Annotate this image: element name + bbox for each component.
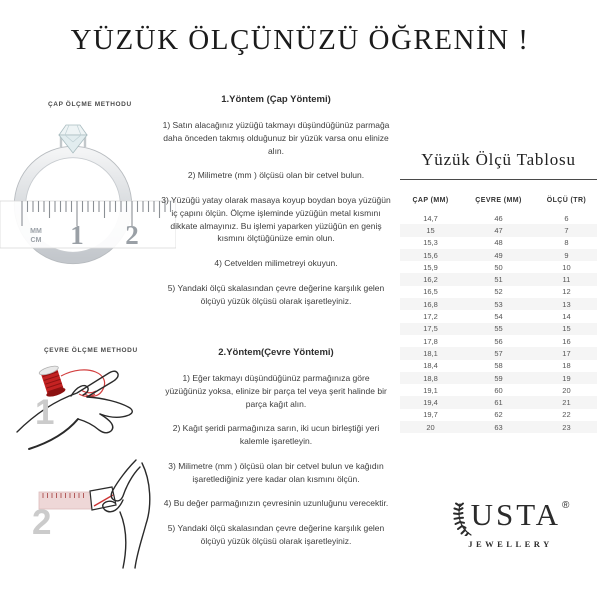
table-row [400, 372, 597, 384]
table-cell: 11 [562, 275, 571, 285]
column-header-cap: ÇAP (MM) [412, 197, 449, 204]
thread-icon [61, 370, 105, 397]
table-cell: 8 [564, 238, 569, 248]
table-cell: 20 [426, 422, 435, 432]
table-row [400, 261, 597, 273]
hand-thread-illustration [15, 360, 165, 458]
table-cell: 52 [494, 287, 503, 297]
table-row [400, 335, 597, 347]
column-header-olcu: ÖLÇÜ (TR) [546, 197, 587, 204]
table-cell: 18,4 [423, 361, 438, 371]
brand-logo [438, 498, 583, 549]
pinching-hand-icon [103, 460, 150, 568]
table-row [400, 298, 597, 310]
method-1-step: 4) Cetvelden milimetreyi okuyun. [214, 258, 338, 268]
table-cell: 59 [494, 373, 503, 383]
size-table-title: Yüzük Ölçü Tablosu [421, 150, 576, 169]
table-row [400, 323, 597, 335]
size-table [400, 192, 597, 433]
table-cell: 17,2 [423, 312, 438, 322]
table-cell: 19,4 [423, 398, 438, 408]
method-2-step: 4) Bu değer parmağınızın çevresinin uzunluğunu verecektir. [163, 498, 389, 509]
table-cell: 61 [494, 398, 503, 408]
table-cell: 22 [562, 410, 571, 420]
table-row [400, 212, 597, 224]
method-2-step: 2) Kağıt şeridi parmağınıza sarın, iki ucun birleştiği yeri kalemle işaretleyin. [172, 423, 380, 446]
table-cell: 17,8 [423, 336, 438, 346]
brand-name: USTA [470, 497, 562, 532]
table-cell: 19 [562, 373, 571, 383]
table-cell: 58 [494, 361, 503, 371]
table-cell: 14 [562, 312, 571, 322]
ruler-unit-cm: CM [30, 237, 42, 244]
table-cell: 47 [494, 225, 503, 235]
method-1-section [161, 94, 391, 319]
ruler-icon [0, 201, 176, 250]
step-2-numeral: 2 [32, 503, 52, 542]
method-1-step: 2) Milimetre (mm ) ölçüsü olan bir cetvel bulun. [187, 170, 365, 181]
table-divider [400, 179, 597, 180]
table-cell: 56 [494, 336, 503, 346]
method-1-step: 3) Yüzüğü yatay olarak masaya koyup boydan boya yüzüğün iç çapını ölçün. Ölçme işleminde yüzüğün metal kısmını dikkate almayınız. Bu işlemi yaparken yüzüğün en geniş kısmını ölçtüğünüze emin olun. [161, 195, 391, 244]
size-table-header [400, 192, 597, 209]
table-cell: 18 [562, 361, 571, 371]
table-cell: 15,9 [423, 262, 438, 272]
method-1-step: 1) Satın alacağınız yüzüğü takmayı düşündüğünüz parmağa daha önceden takmış olduğunuz bir yüzük varsa onu elinize alın. [162, 120, 390, 156]
table-cell: 16,8 [423, 299, 438, 309]
table-row [400, 347, 597, 359]
table-row [400, 273, 597, 285]
table-cell: 19,1 [423, 385, 438, 395]
table-cell: 13 [562, 299, 571, 309]
table-cell: 9 [564, 250, 569, 260]
table-cell: 15 [426, 225, 435, 235]
table-row [400, 249, 597, 261]
table-cell: 17,5 [423, 324, 438, 334]
table-cell: 17 [562, 348, 571, 358]
table-cell: 60 [494, 385, 503, 395]
hand-strip-illustration [15, 458, 165, 570]
table-cell: 6 [564, 213, 569, 223]
ring-ruler-illustration [0, 113, 176, 268]
page-title: YÜZÜK ÖLÇÜNÜZÜ ÖĞRENİN ! [70, 24, 530, 56]
method-1-heading: 1.Yöntem (Çap Yöntemi) [221, 94, 331, 105]
table-cell: 15,6 [423, 250, 438, 260]
ruler-number-2: 2 [125, 220, 139, 250]
table-row [400, 384, 597, 396]
table-row [400, 224, 597, 236]
brand-subtitle: JEWELLERY [468, 539, 553, 549]
table-cell: 15 [562, 324, 571, 334]
table-row [400, 396, 597, 408]
table-cell: 48 [494, 238, 503, 248]
table-row [400, 310, 597, 322]
method-2-step: 3) Milimetre (mm ) ölçüsü olan bir cetvel bulun ve kağıdın işaretlediğiniz yere kadar olan kısmını ölçün. [168, 460, 384, 484]
table-cell: 57 [494, 348, 503, 358]
table-cell: 23 [562, 422, 571, 432]
table-row [400, 409, 597, 421]
table-cell: 16 [562, 336, 571, 346]
table-cell: 18,8 [423, 373, 438, 383]
ruler-unit-mm: MM [30, 228, 42, 235]
table-cell: 51 [494, 275, 503, 285]
table-row [400, 237, 597, 249]
method-2-step: 1) Eğer takmayı düşündüğünüz parmağınıza göre yüzüğünüz yoksa, elinize bir parça tel veya şerit halinde bir parça kağıt alın. [165, 373, 387, 409]
circumference-method-label: ÇEVRE ÖLÇME METHODU [44, 347, 138, 354]
registered-mark: ® [562, 500, 570, 511]
size-table-body [400, 212, 597, 433]
table-cell: 18,1 [423, 348, 438, 358]
table-cell: 46 [494, 213, 503, 223]
method-2-heading: 2.Yöntem(Çevre Yöntemi) [218, 347, 334, 358]
table-cell: 55 [494, 324, 503, 334]
table-cell: 49 [494, 250, 503, 260]
table-row [400, 421, 597, 433]
table-cell: 53 [494, 299, 503, 309]
table-cell: 10 [562, 262, 571, 272]
table-cell: 62 [494, 410, 503, 420]
diameter-method-label: ÇAP ÖLÇME METHODU [48, 101, 132, 108]
method-2-step: 5) Yandaki ölçü skalasından çevre değerine karşılık gelen ölçüyü yüzük ölçüsü olarak işaretleyiniz. [167, 523, 385, 546]
method-2-section [161, 347, 391, 560]
table-cell: 63 [494, 422, 503, 432]
column-header-cevre: ÇEVRE (MM) [475, 197, 522, 204]
table-cell: 12 [562, 287, 571, 297]
table-cell: 54 [494, 312, 503, 322]
ruler-number-1: 1 [70, 220, 84, 250]
table-cell: 16,5 [423, 287, 438, 297]
table-cell: 21 [562, 398, 571, 408]
method-1-step: 5) Yandaki ölçü skalasından çevre değerine karşılık gelen ölçüyü yüzük ölçüsü olarak işaretleyiniz. [167, 282, 385, 306]
table-cell: 7 [564, 225, 569, 235]
table-cell: 50 [494, 262, 503, 272]
step-1-numeral: 1 [35, 393, 55, 432]
table-row [400, 286, 597, 298]
table-cell: 15,3 [423, 238, 438, 248]
table-row [400, 360, 597, 372]
table-cell: 14,7 [423, 213, 438, 223]
table-cell: 16,2 [423, 275, 438, 285]
table-cell: 20 [562, 385, 571, 395]
table-cell: 19,7 [423, 410, 438, 420]
